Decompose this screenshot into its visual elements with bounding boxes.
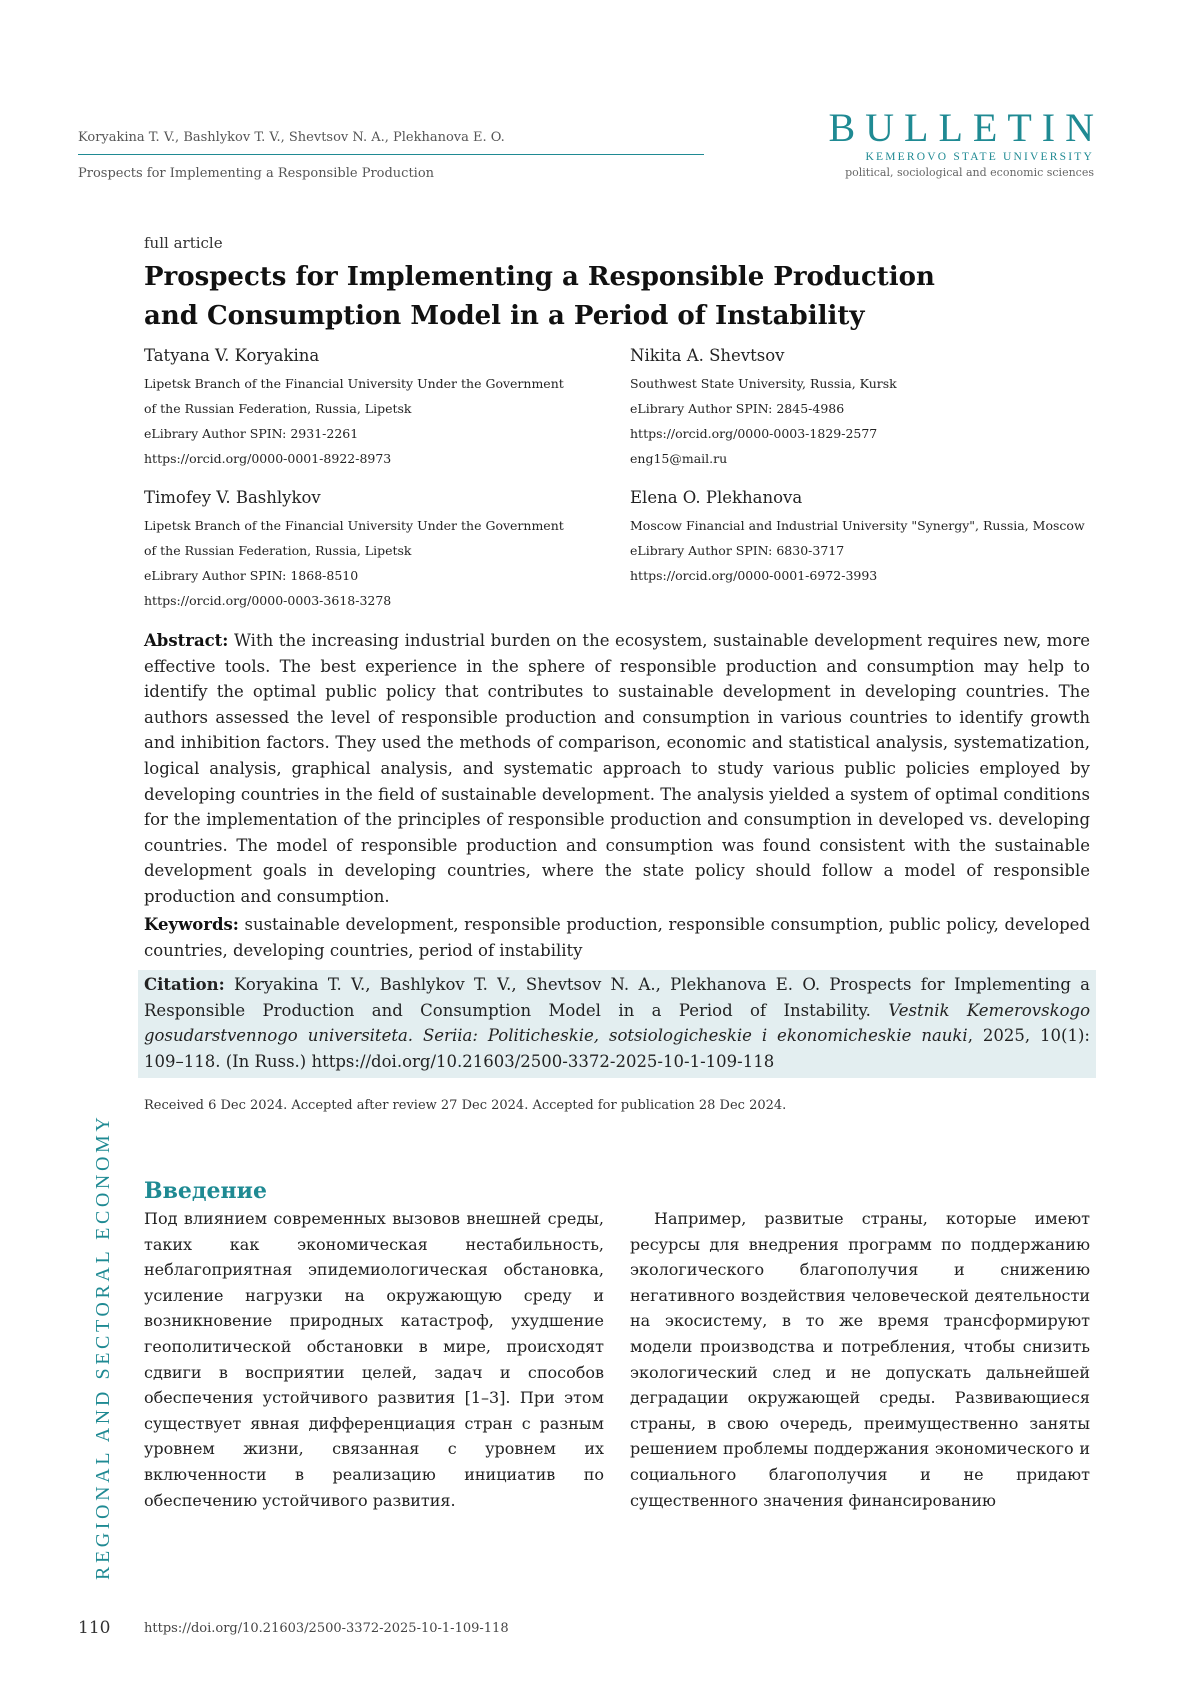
- received-dates: Received 6 Dec 2024. Accepted after review 27 Dec 2024. Accepted for publication 28 Dec 2024.: [144, 1098, 787, 1113]
- citation-box: [138, 970, 1096, 1078]
- author-name: Tatyana V. Koryakina: [144, 346, 320, 365]
- keywords: [144, 912, 1090, 963]
- section-heading-introduction: Введение: [144, 1178, 267, 1204]
- author-affiliation: Lipetsk Branch of the Financial University Under the Government: [144, 518, 564, 533]
- author-orcid-link[interactable]: https://orcid.org/0000-0001-6972-3993: [630, 568, 878, 583]
- author-name: Nikita A. Shevtsov: [630, 346, 785, 365]
- article-title: [144, 258, 1004, 336]
- author-plekhanova: [630, 488, 1100, 588]
- author-spin: eLibrary Author SPIN: 1868-8510: [144, 568, 359, 583]
- journal-university: KEMEROVO STATE UNIVERSITY: [865, 151, 1094, 163]
- section-side-label: REGIONAL AND SECTORAL ECONOMY: [92, 1113, 114, 1580]
- keywords-label: Keywords:: [144, 915, 239, 934]
- author-affiliation: of the Russian Federation, Russia, Lipetsk: [144, 401, 412, 416]
- author-spin: eLibrary Author SPIN: 2845-4986: [630, 401, 845, 416]
- author-affiliation: of the Russian Federation, Russia, Lipetsk: [144, 543, 412, 558]
- article-title-line-2: and Consumption Model in a Period of Instability: [144, 301, 865, 331]
- author-affiliation: Lipetsk Branch of the Financial University Under the Government: [144, 376, 564, 391]
- author-affiliation: Moscow Financial and Industrial University "Synergy", Russia, Moscow: [630, 518, 1085, 533]
- author-name: Elena O. Plekhanova: [630, 488, 803, 507]
- author-orcid-link[interactable]: https://orcid.org/0000-0001-8922-8973: [144, 451, 392, 466]
- header-divider: [78, 154, 704, 155]
- citation-text: Koryakina T. V., Bashlykov T. V., Shevtsov N. A., Plekhanova E. O. Prospects for Implementing a Responsible Production and Consumption Model in a Period of Instability.: [144, 975, 1090, 1020]
- citation-journal: Vestnik Kemerovskogo gosudarstvennogo universiteta. Seriia: Politicheskie, sotsiologicheskie i ekonomicheskie nauki: [144, 1000, 1090, 1046]
- journal-brand: [828, 105, 1104, 179]
- author-orcid-link[interactable]: https://orcid.org/0000-0003-3618-3278: [144, 593, 392, 608]
- author-spin: eLibrary Author SPIN: 6830-3717: [630, 543, 845, 558]
- intro-column-right: [630, 1206, 1090, 1513]
- article-type: full article: [144, 234, 223, 252]
- author-koryakina: [144, 346, 614, 471]
- author-shevtsov: [630, 346, 1100, 471]
- intro-paragraph: Например, развитые страны, которые имеют ресурсы для внедрения программ по поддержанию экологического благополучия и снижению негативного воздействия человеческой деятельности на экосистему, в то же время трансформируют модели производства и потребления, чтобы снизить экологический след и не допускать дальнейшей деградации окружающей среды. Развивающиеся страны, в свою очередь, преимущественно заняты решением проблемы поддержания экономического и социального благополучия и не придают существенного значения финансированию: [630, 1209, 1090, 1510]
- citation-details: , 2025, 10(1): 109–118. (In Russ.) https://doi.org/10.21603/2500-3372-2025-10-1-109-118: [144, 1026, 1090, 1071]
- citation-label: Citation:: [144, 975, 225, 994]
- author-name: Timofey V. Bashlykov: [144, 488, 321, 507]
- intro-column-left: [144, 1206, 604, 1513]
- page-number: 110: [78, 1618, 111, 1638]
- article-title-line-1: Prospects for Implementing a Responsible Production: [144, 262, 935, 292]
- abstract-label: Abstract:: [144, 631, 229, 650]
- footer-doi-link[interactable]: https://doi.org/10.21603/2500-3372-2025-10-1-109-118: [144, 1621, 509, 1636]
- author-email[interactable]: eng15@mail.ru: [630, 451, 728, 466]
- keywords-text: sustainable development, responsible production, responsible consumption, public policy, developed countries, developing countries, period of instability: [144, 915, 1091, 960]
- journal-subtitle: political, sociological and economic sciences: [845, 166, 1094, 179]
- author-orcid-link[interactable]: https://orcid.org/0000-0003-1829-2577: [630, 426, 878, 441]
- intro-paragraph: Под влиянием современных вызовов внешней среды, таких как экономическая нестабильность, неблагоприятная эпидемиологическая обстановка, усиление нагрузки на окружающую среду и возникновение природных катастроф, ухудшение геополитической обстановки в мире, происходят сдвиги в восприятии целей, задач и способов обеспечения устойчивого развития [1–3]. При этом существует явная дифференциация стран с разным уровнем жизни, связанная с уровнем их включенности в реализацию инициатив по обеспечению устойчивого развития.: [144, 1209, 604, 1510]
- abstract-text: With the increasing industrial burden on the ecosystem, sustainable development requires new, more effective tools. The best experience in the sphere of responsible production and consumption may help to identify the optimal public policy that contributes to sustainable development in developing countries. The authors assessed the level of responsible production and consumption in various countries to identify growth and inhibition factors. They used the methods of comparison, economic and statistical analysis, systematization, logical analysis, graphical analysis, and systematic approach to study various public policies employed by developing countries in the field of sustainable development. The analysis yielded a system of optimal conditions for the implementation of the principles of responsible production and consumption in developed vs. developing countries. The model of responsible production and consumption was found consistent with the sustainable development goals in developing countries, where the state policy should follow a model of responsible production and consumption.: [144, 631, 1091, 906]
- running-header-title: Prospects for Implementing a Responsible Production: [78, 166, 435, 181]
- abstract: [144, 628, 1090, 910]
- author-affiliation: Southwest State University, Russia, Kursk: [630, 376, 897, 391]
- running-header-authors: Koryakina T. V., Bashlykov T. V., Shevtsov N. A., Plekhanova E. O.: [78, 130, 505, 145]
- author-spin: eLibrary Author SPIN: 2931-2261: [144, 426, 359, 441]
- author-bashlykov: [144, 488, 614, 613]
- journal-logo-word: BULLETIN: [828, 105, 1104, 150]
